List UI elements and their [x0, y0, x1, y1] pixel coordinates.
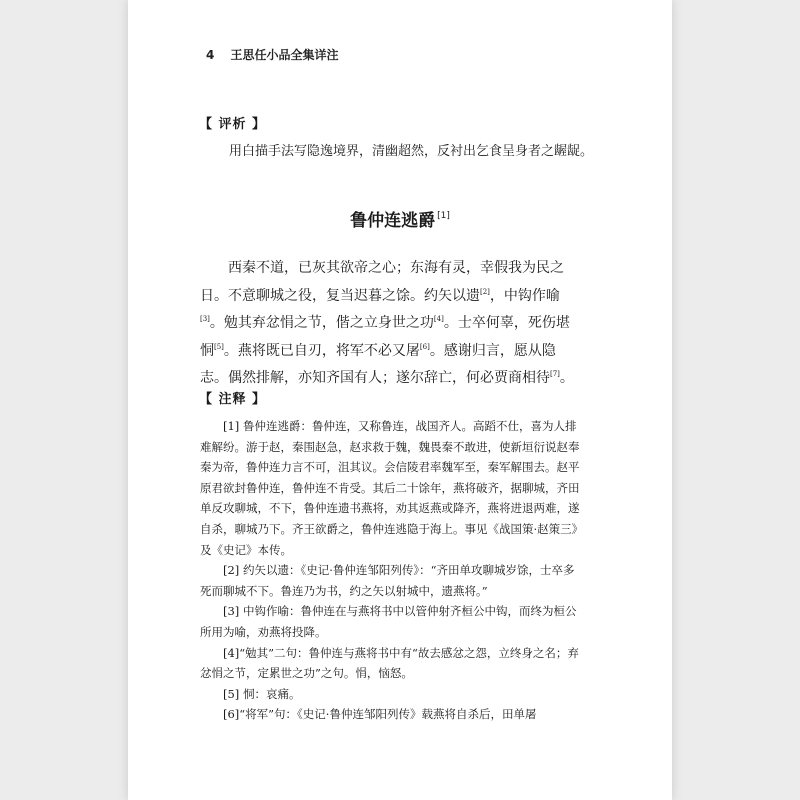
- notes-heading: 【 注释 】: [199, 392, 267, 407]
- note-item: [6]“将军”句：《史记·鲁仲连邹阳列传》载燕将自杀后，田单屠: [223, 707, 537, 722]
- page-number: 4: [206, 48, 215, 62]
- essay-text-segment: 西秦不道，已灰其欲帝之心；东海有灵，幸假我为民之日。不意聊城之役，复当迟暮之馀。约矢以遗: [200, 260, 564, 304]
- essay-paragraph: [200, 257, 580, 391]
- comment-text: 用白描手法写隐逸境界，清幽超然，反衬出乞食呈身者之龌龊。: [229, 144, 594, 159]
- book-title: 王思任小品全集详注: [230, 48, 339, 62]
- essay-title-note: [1]: [437, 211, 450, 221]
- note-ref-6: [6]: [419, 342, 430, 351]
- note-item: [3] 中钩作喻：鲁仲连在与燕将书中以管仲射齐桓公中钩，而终为桓公所用为喻，劝燕将投降。: [200, 604, 577, 639]
- essay-text-segment: 。: [559, 370, 574, 387]
- essay-text-segment: 。燕将既已自刃，将军不必又屠: [223, 342, 420, 359]
- note-item: [2] 约矢以遗：《史记·鲁仲连邹阳列传》：“齐田单攻聊城岁馀，士卒多死而聊城不下。鲁连乃为书，约之矢以射城中，遗燕将。”: [200, 563, 575, 598]
- essay-text-segment: 。士卒何辜，死伤堪恫: [200, 315, 570, 359]
- note-ref-7: [7]: [550, 370, 560, 379]
- essay-text-segment: ，中钩作喻: [489, 287, 560, 304]
- note-ref-2: [2]: [480, 287, 490, 296]
- essay-title-text: 鲁仲连逃爵: [350, 211, 436, 231]
- note-ref-5: [5]: [214, 342, 224, 351]
- notes-list: [200, 416, 580, 725]
- essay-text-segment: 。勉其弃忿悁之节，偕之立身世之功: [209, 315, 434, 332]
- note-item: [5] 恫：哀痛。: [223, 686, 301, 701]
- essay-text-segment: 。感谢归言，愿从隐志。偶然排解，亦知齐国有人；遂尔辞亡，何必贾商相待: [200, 342, 556, 387]
- note-ref-3: [3]: [200, 315, 210, 324]
- essay-title: [128, 206, 672, 231]
- book-page: [128, 0, 672, 800]
- note-item: [4]“勉其”二句：鲁仲连与燕将书中有“故去感忿之怨，立终身之名；弃忿悁之节，定累世之功”之句。悁，恼怒。: [200, 645, 579, 681]
- essay-body: [200, 257, 580, 391]
- note-item: [1] 鲁仲连逃爵：鲁仲连，又称鲁连，战国齐人。高蹈不仕，喜为人排难解纷。游于赵，秦围赵急，赵求救于魏，魏畏秦不敢进，使新垣衍说赵奉秦为帝，鲁仲连力言不可，沮其议。会信陵君率魏军至，秦军解围去。赵平原君欲封鲁仲连，鲁仲连不肯受。其后二十馀年，燕将破齐，据聊城，齐田单反攻聊城，不下，鲁仲连遗书燕将，劝其返燕或降齐，燕将进退两难，遂自杀，聊城乃下。齐王欲爵之，鲁仲连逃隐于海上。事见《战国策·赵策三》及《史记》本传。: [200, 419, 580, 557]
- running-head: [206, 46, 339, 63]
- note-ref-4: [4]: [433, 315, 444, 324]
- comment-heading: 【 评析 】: [199, 117, 267, 132]
